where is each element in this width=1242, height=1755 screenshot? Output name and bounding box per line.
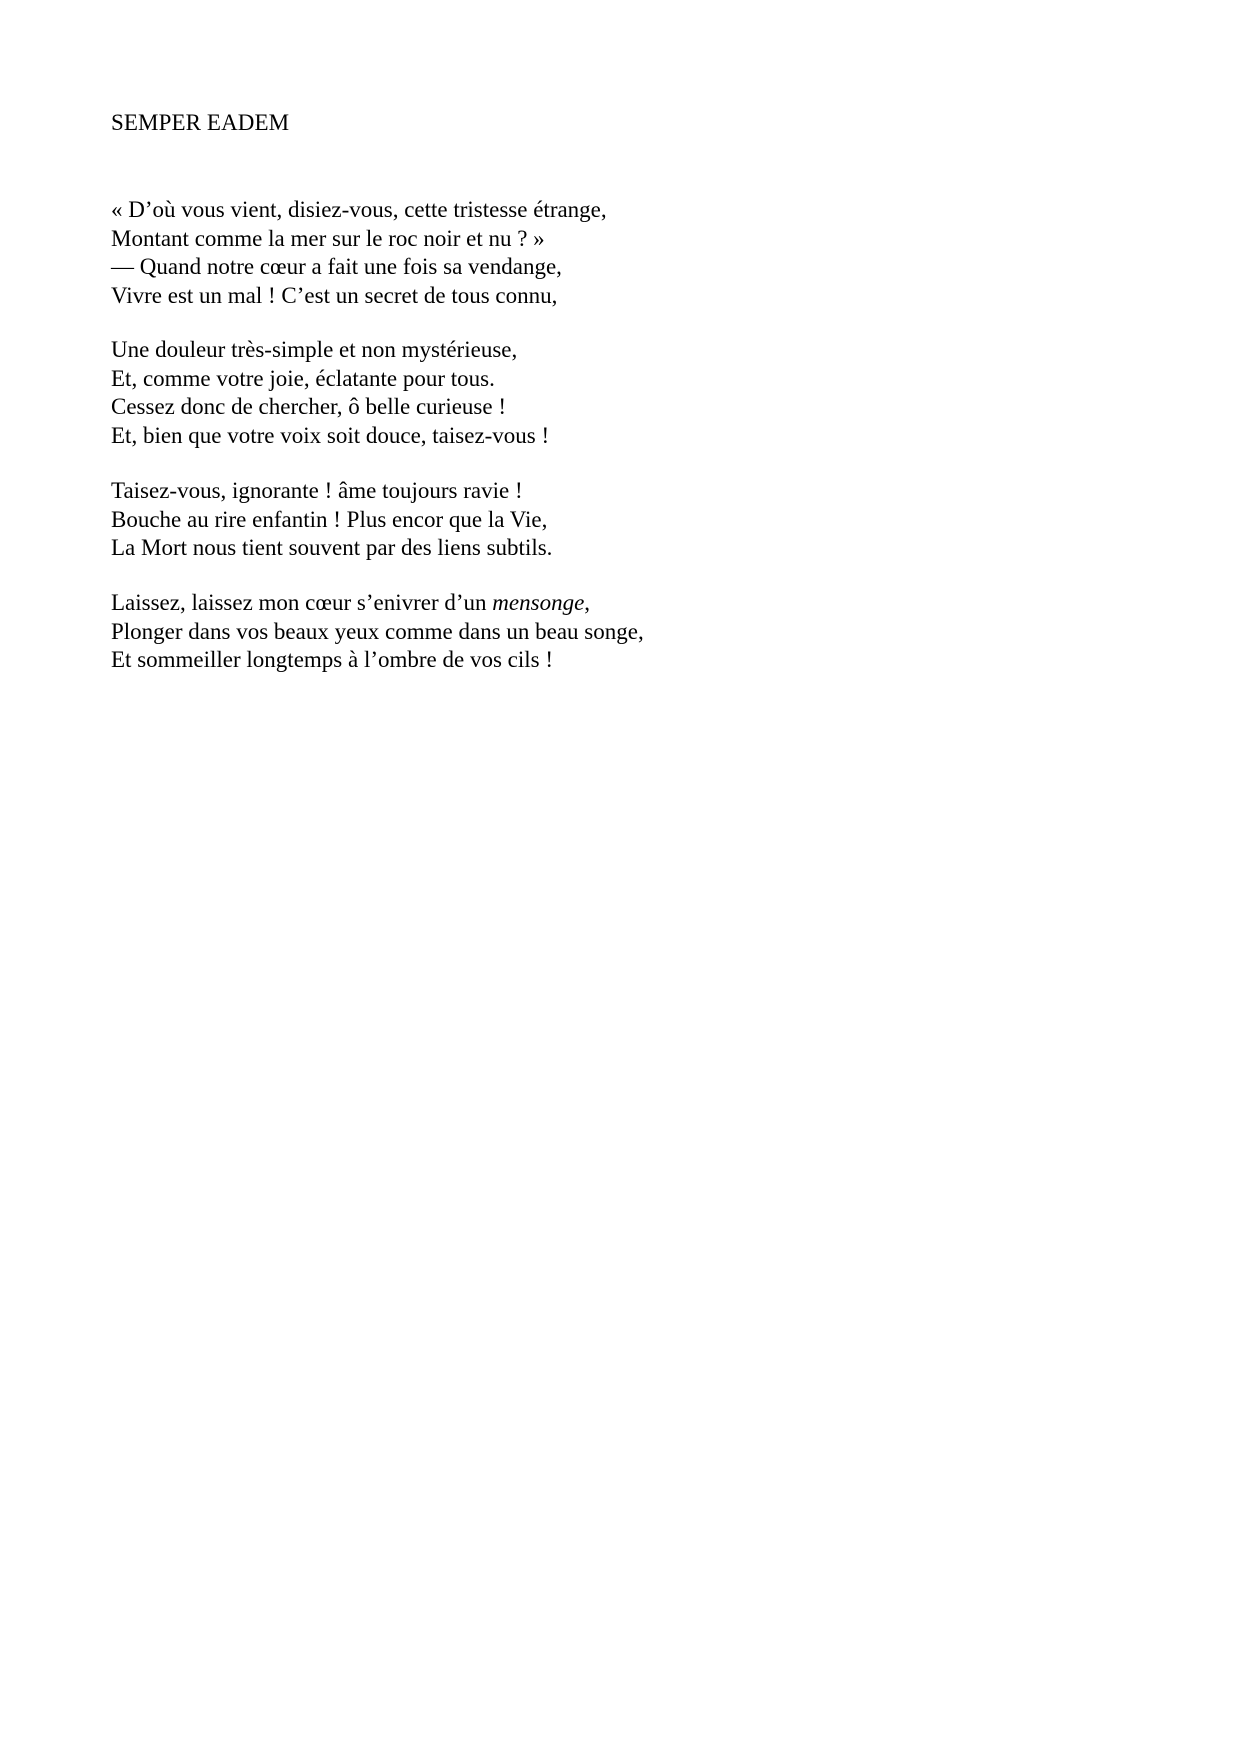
italic-word: mensonge xyxy=(492,590,585,615)
verse-punctuation: , xyxy=(584,590,591,615)
verse-line: Vivre est un mal ! C’est un secret de tous connu, xyxy=(111,282,558,308)
verse-line: Et sommeiller longtemps à l’ombre de vos cils ! xyxy=(111,647,554,672)
stanza-3 xyxy=(111,477,552,563)
stanza-4 xyxy=(111,589,644,675)
stanza-1 xyxy=(111,196,607,310)
verse-line xyxy=(111,589,644,618)
verse-line: « D’où vous vient, disiez-vous, cette tristesse étrange, xyxy=(111,197,607,222)
verse-text: Laissez, laissez mon cœur s’enivrer d’un xyxy=(111,590,493,615)
verse-line: Et, comme votre joie, éclatante pour tous. xyxy=(111,365,495,391)
poem-title: SEMPER EADEM xyxy=(111,110,290,135)
verse-line: Cessez donc de chercher, ô belle curieuse ! xyxy=(111,394,506,419)
verse-line: Plonger dans vos beaux yeux comme dans un beau songe, xyxy=(111,618,644,644)
verse-line: Montant comme la mer sur le roc noir et nu ? » xyxy=(111,225,545,251)
verse-line: Taisez-vous, ignorante ! âme toujours ravie ! xyxy=(111,478,523,503)
verse-line: Bouche au rire enfantin ! Plus encor que la Vie, xyxy=(111,506,548,532)
stanza-2 xyxy=(111,336,549,450)
verse-line: Une douleur très-simple et non mystérieuse, xyxy=(111,337,518,362)
verse-line: Et, bien que votre voix soit douce, taisez-vous ! xyxy=(111,422,550,448)
verse-line: La Mort nous tient souvent par des liens subtils. xyxy=(111,535,553,560)
verse-line: — Quand notre cœur a fait une fois sa vendange, xyxy=(111,254,562,279)
